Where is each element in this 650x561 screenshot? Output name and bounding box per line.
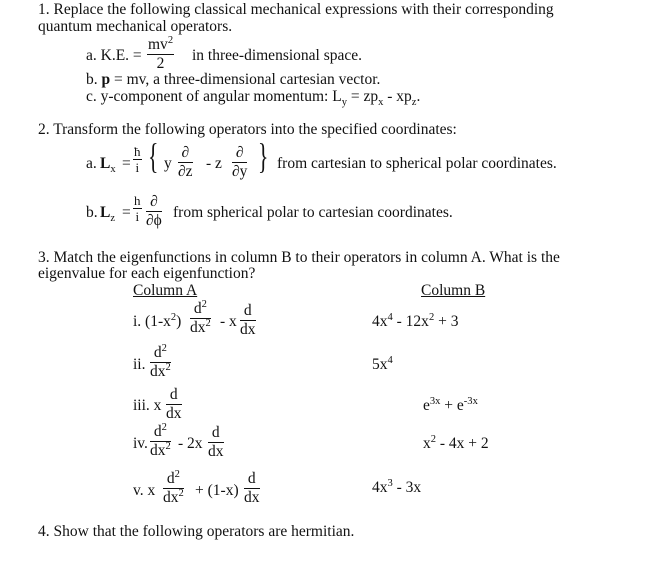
op-i-d-dx	[240, 303, 256, 337]
op-iii-dx: dx	[166, 404, 182, 422]
q2b-sub-z: z	[110, 213, 116, 225]
q1a-denominator: 2	[156, 54, 165, 72]
q2a-d-dy	[232, 145, 247, 179]
op-ii-dx2: $dx^2$	[150, 361, 171, 380]
q1-line2: quantum mechanical operators.	[38, 18, 233, 35]
q4-title: 4. Show that the following operators are hermitian.	[38, 523, 355, 540]
op-iv-dx: dx	[208, 442, 224, 460]
q1b-prefix: b.	[86, 71, 98, 88]
op-iii-d-dx	[166, 387, 182, 421]
eigenfunction-4: $x^2 - 4x + 2$	[423, 433, 489, 452]
op-i-d2-dx2	[190, 298, 211, 336]
q1c-sub-z: z	[411, 97, 417, 109]
op-iv-d: d	[208, 425, 224, 443]
op-iii-label: iii. x	[133, 397, 162, 414]
q2b-eq: =	[122, 204, 131, 221]
q3-line1: 3. Match the eigenfunctions in column B to their operators in column A. What is the	[38, 249, 560, 266]
q2b-i: i	[135, 209, 140, 224]
q1b-rest: = mv, a three-dimensional cartesian vector.	[114, 71, 381, 88]
op-v-dx2: $dx^2$	[163, 487, 184, 506]
q1c-eq: = zp	[346, 88, 379, 105]
op-ii-d2-dx2	[150, 342, 171, 380]
op-v-d2-dx2	[163, 468, 184, 506]
q2a-left-brace: {	[148, 136, 159, 176]
q1-item-c	[86, 88, 421, 109]
q2b-h-over-i	[133, 194, 142, 223]
eigenfunction-3: $e^{3x} + e^{-3x}$	[423, 395, 478, 414]
q2a-L: $L_x$	[100, 155, 116, 176]
q1-item-b	[86, 72, 380, 88]
q2a-i: i	[135, 160, 140, 175]
q1b-p: p	[101, 71, 111, 88]
q1a-fraction	[147, 34, 174, 72]
q2a-hbar-over-i	[133, 145, 142, 174]
op-ii-label: ii.	[133, 356, 146, 373]
op-v-d: d	[244, 471, 260, 489]
q1c-sub-x: x	[378, 97, 384, 109]
op-i-minus-x: - x	[220, 313, 237, 330]
q2a-d-dz	[178, 145, 193, 179]
q2a-hbar: ħ	[134, 144, 141, 159]
q1c-prefix: c. y-component of angular momentum: L	[86, 88, 342, 105]
op-i-d: d	[240, 303, 256, 321]
q1c-sub-y: y	[341, 97, 347, 109]
op-v-plus: + (1-x)	[195, 482, 239, 499]
q2b-d-dphi	[146, 194, 162, 228]
eigenfunction-2: $5x^4$	[372, 354, 393, 373]
q2b-label: b.	[86, 204, 98, 221]
eigenfunction-5: $4x^3 - 3x$	[372, 477, 422, 496]
op-v-label: v. x	[133, 482, 156, 499]
q2a-eq: =	[122, 155, 131, 172]
op-iv-d-dx	[208, 425, 224, 459]
q1a-numerator	[147, 34, 174, 55]
q1c-minus: - xp	[383, 88, 412, 105]
q2b-tail: from spherical polar to cartesian coordinates.	[173, 204, 453, 221]
op-iii-d: d	[166, 387, 182, 405]
q2a-dy: ∂y	[232, 162, 248, 180]
q2a-minus-z: - z	[206, 155, 222, 172]
q1a-mv: mv	[148, 36, 168, 53]
op-v-d-dx	[244, 471, 260, 505]
q2a-dz: ∂z	[178, 162, 193, 180]
q2a-partial-2: ∂	[232, 145, 247, 163]
q2a-tail: from cartesian to spherical polar coordinates.	[277, 155, 557, 172]
q2a-sub-x: x	[110, 164, 116, 176]
op-iv-minus-2x: - 2x	[178, 435, 203, 452]
op-i-d2: $d^2$	[190, 301, 211, 319]
eigenfunction-1: $4x^4 - 12x^2 + 3$	[372, 311, 459, 330]
q2-title: 2. Transform the following operators into the specified coordinates:	[38, 121, 457, 138]
q2b-L: $L_z$	[100, 204, 116, 225]
q2b-partial: ∂	[146, 194, 162, 212]
q3-line2: eigenvalue for each eigenfunction?	[38, 265, 256, 282]
q2a-label: a.	[86, 155, 97, 172]
q1-line1: 1. Replace the following classical mechanical expressions with their corresponding	[38, 1, 554, 18]
op-i-dx: dx	[240, 320, 256, 338]
q1a-label: a. K.E. =	[86, 47, 142, 64]
q1a-mv-exp: 2	[167, 34, 174, 46]
op-v-d2: $d^2$	[163, 471, 184, 489]
op-ii-d2: $d^2$	[150, 345, 171, 363]
column-a-heading: Column A	[133, 282, 198, 299]
op-iv-d2: $d^2$	[150, 424, 171, 442]
op-v-dx: dx	[244, 488, 260, 506]
op-iv-dx2: $dx^2$	[150, 440, 171, 459]
q2a-right-brace: }	[258, 136, 269, 176]
column-b-heading: Column B	[421, 282, 486, 299]
q1a-tail: in three-dimensional space.	[192, 47, 363, 64]
q2b-dphi: ∂ϕ	[146, 211, 162, 229]
op-iv-d2-dx2	[150, 421, 171, 459]
op-i-dx2: $dx^2$	[190, 317, 211, 336]
op-i-exp: 2	[170, 311, 177, 323]
q1c-end: .	[416, 88, 421, 105]
op-i-label: i. $(1-x^2)$	[133, 311, 182, 330]
q2a-y: y	[164, 155, 172, 172]
q2b-h: h	[134, 193, 141, 208]
op-iv-label: iv.	[133, 435, 148, 452]
q2a-partial-1: ∂	[178, 145, 193, 163]
